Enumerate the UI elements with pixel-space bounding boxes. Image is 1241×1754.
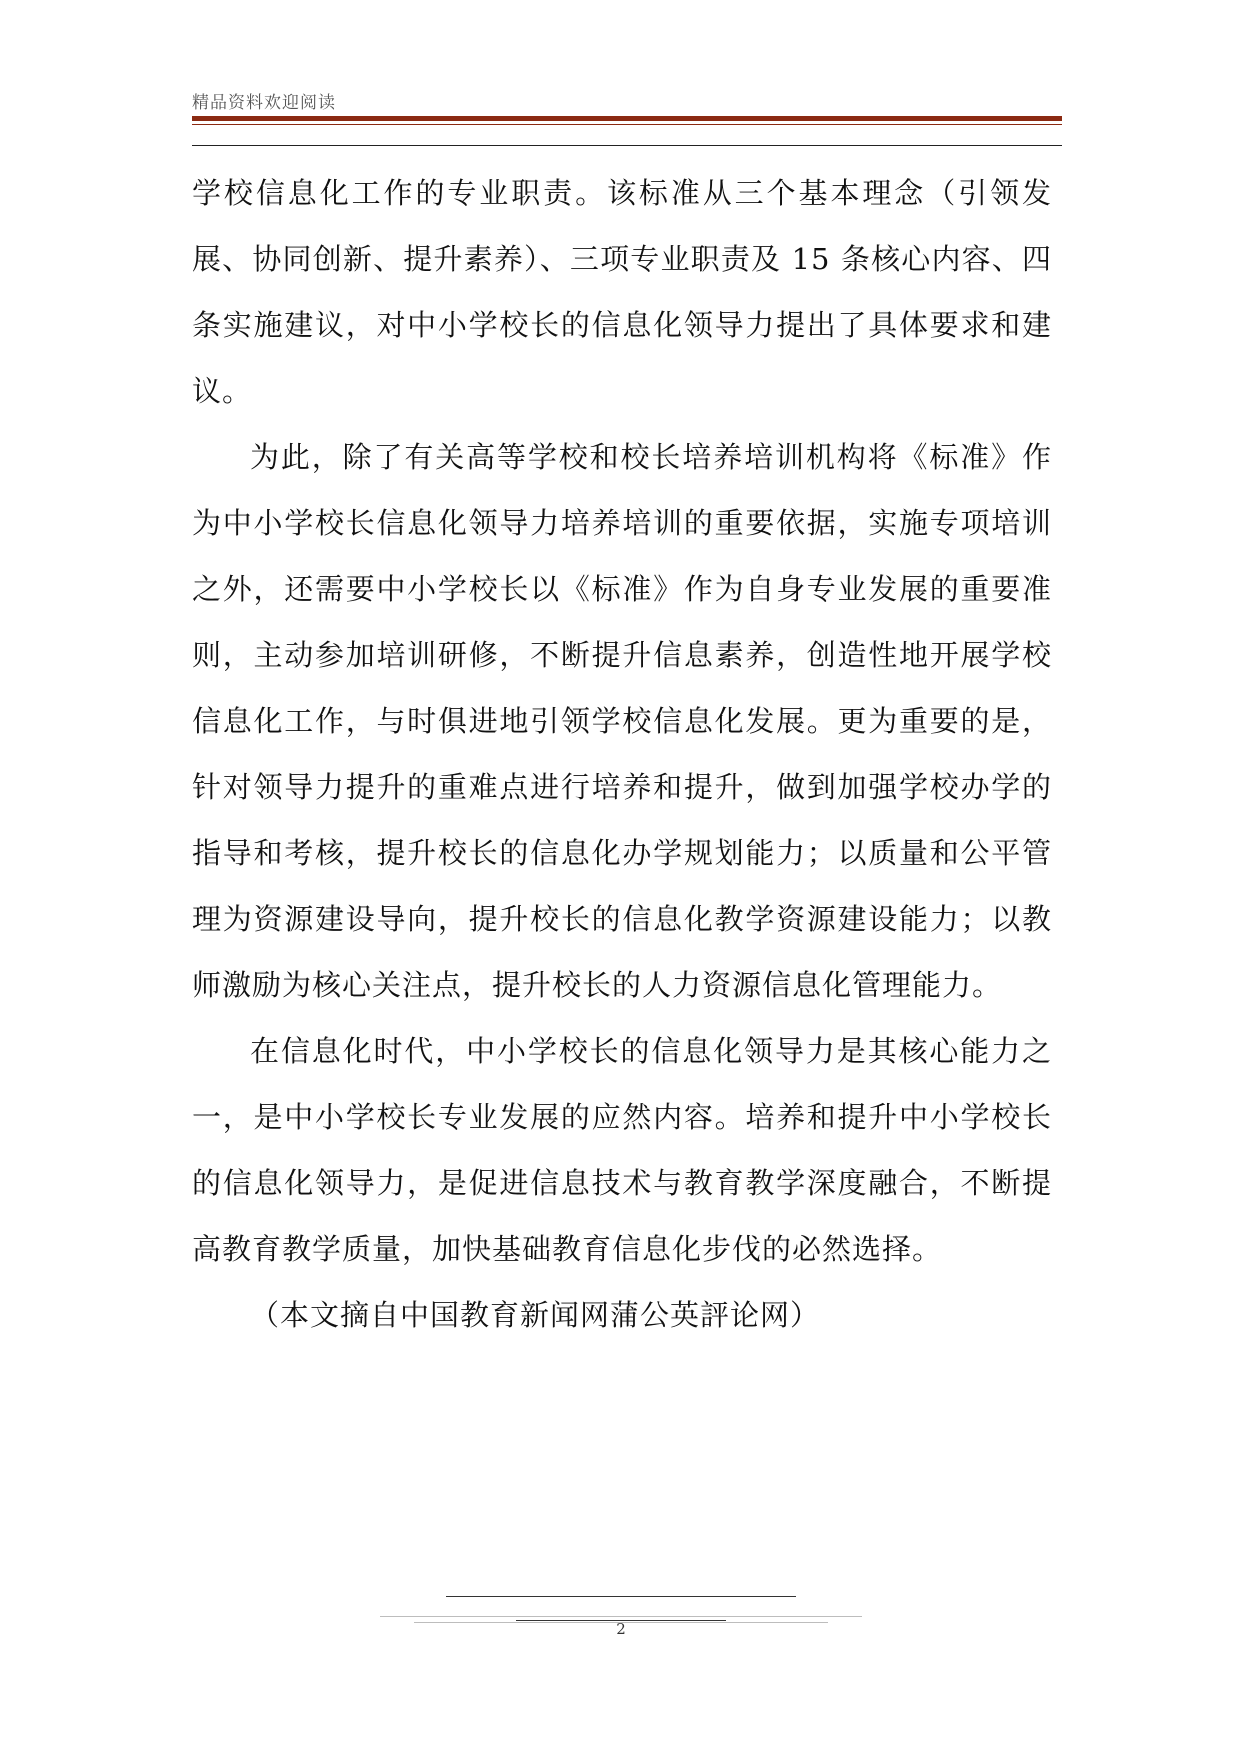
page-header: 精品资料欢迎阅读	[192, 93, 336, 113]
document-body	[192, 160, 1052, 1348]
paragraph-training: 为此，除了有关高等学校和校长培养培训机构将《标准》作为中小学校长信息化领导力培养培训的重要依据，实施专项培训之外，还需要中小学校长以《标准》作为自身专业发展的重要准则，主动参加培训研修，不断提升信息素养，创造性地开展学校信息化工作，与时俱进地引领学校信息化发展。更为重要的是，针对领导力提升的重难点进行培养和提升，做到加强学校办学的指导和考核，提升校长的信息化办学规划能力；以质量和公平管理为资源建设导向，提升校长的信息化教学资源建设能力；以教师激励为核心关注点，提升校长的人力资源信息化管理能力。	[192, 440, 1052, 1002]
page-footer	[380, 1596, 862, 1636]
footer-line-dark	[446, 1596, 796, 1597]
header-underline	[192, 145, 1062, 146]
footer-line-outer	[380, 1616, 862, 1617]
header-rule-thick	[192, 116, 1062, 121]
header-rule-thin	[192, 124, 1062, 125]
source-note: （本文摘自中国教育新闻网蒲公英評论网）	[250, 1298, 821, 1332]
page-number: 2	[616, 1620, 626, 1638]
paragraph-continuation: 学校信息化工作的专业职责。该标准从三个基本理念（引领发展、协同创新、提升素养）、三项专业职责及 15 条核心内容、四条实施建议，对中小学校长的信息化领导力提出了具体要求和建议。	[192, 176, 1052, 408]
paragraph-information-era: 在信息化时代，中小学校长的信息化领导力是其核心能力之一，是中小学校长专业发展的应然内容。培养和提升中小学校长的信息化领导力，是促进信息技术与教育教学深度融合，不断提高教育教学质量，加快基础教育信息化步伐的必然选择。	[192, 1034, 1052, 1266]
